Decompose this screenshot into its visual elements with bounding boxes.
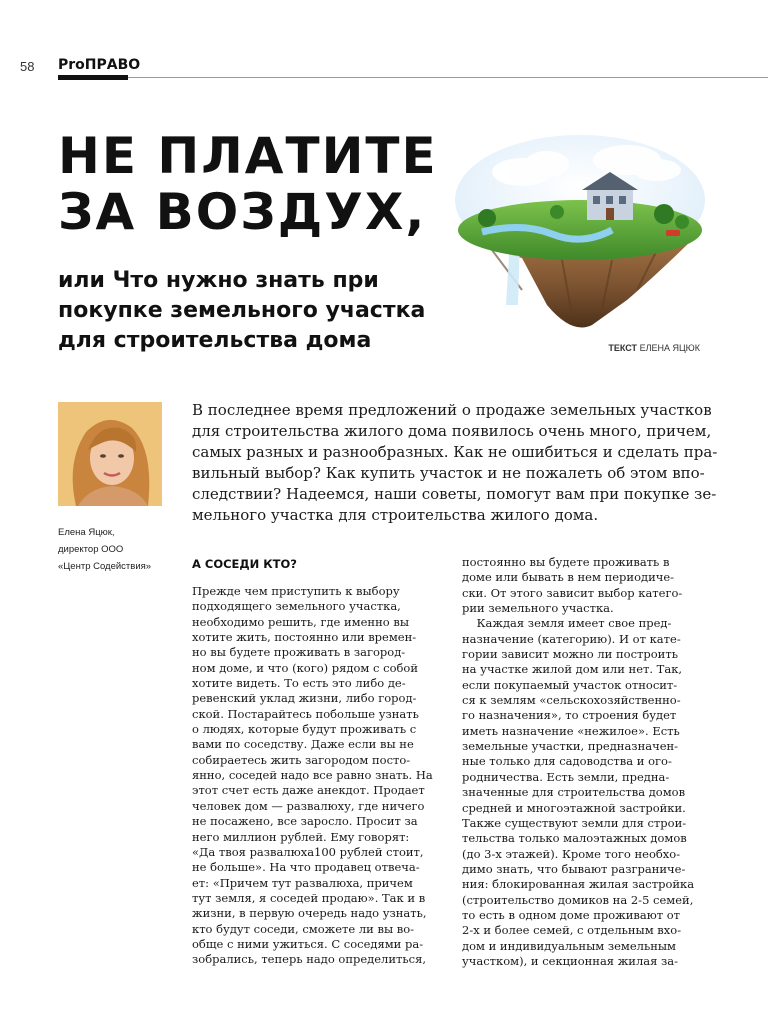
author-caption-line: «Центр Содействия»: [58, 561, 152, 572]
subtitle-line: покупке земельного участка: [58, 298, 426, 323]
body-line: гории зависит можно ли построить: [462, 647, 678, 662]
body-line: если покупаемый участок относит-: [462, 677, 678, 692]
floating-island-illustration: [452, 130, 708, 335]
title-line: ЗА ВОЗДУХ,: [58, 183, 427, 241]
body-line: иметь назначение «нежилое». Есть: [462, 723, 680, 738]
lead-paragraph: [192, 400, 718, 526]
body-column-1: [192, 584, 437, 968]
body-line: назначение (категорию). И от кате-: [462, 631, 681, 646]
body-line: зобрались, теперь надо определиться,: [192, 952, 427, 967]
section-underline: [58, 75, 128, 80]
lead-line: мельного участка для строительства жилого дома.: [192, 506, 599, 524]
portrait-eye: [118, 454, 124, 458]
body-line: ном доме, и что (кого) рядом с собой: [192, 660, 419, 675]
section-title: ProПРАВО: [58, 57, 141, 73]
lead-line: самых разных и разнообразных. Как не ошибиться и сделать пра-: [192, 443, 718, 461]
body-line: рии земельного участка.: [462, 601, 614, 616]
body-line: человек дом — развалюху, где ничего: [192, 798, 425, 813]
body-line: родничества. Есть земли, предна-: [462, 769, 670, 784]
lead-line: вильный выбор? Как купить участок и не пожалеть об этом впо-: [192, 464, 705, 482]
body-line: обще с ними ужиться. С соседями ра-: [192, 936, 424, 951]
body-line: постоянно вы будете проживать в: [462, 555, 670, 569]
body-line: ные только для садоводства и ого-: [462, 754, 672, 769]
section-heading: А СОСЕДИ КТО?: [192, 557, 297, 571]
body-line: значенные для строительства домов: [462, 785, 686, 800]
body-line: кто будут соседи, сможете ли вы во-: [192, 921, 415, 936]
lead-line: В последнее время предложений о продаже земельных участков: [192, 401, 712, 419]
body-line: янно, соседей надо все равно знать. На: [192, 768, 433, 783]
body-line: ния: блокированная жилая застройка: [462, 877, 695, 892]
body-line: димо знать, что бывают разграниче-: [462, 861, 686, 876]
article-title: [58, 128, 478, 240]
page-header: [0, 56, 768, 80]
body-line: ет: «Причем тут развалюха, причем: [192, 875, 413, 890]
body-line: него миллион рублей. Ему говорят:: [192, 829, 410, 844]
body-line: тут земля, я соседей продаю». Так и в: [192, 890, 426, 905]
author-caption-line: Елена Яцюк,: [58, 527, 115, 538]
body-column-2: [462, 555, 710, 969]
title-line: НЕ ПЛАТИТЕ: [58, 127, 438, 185]
car-shape: [666, 230, 680, 236]
body-line: не больше». На что продавец отвеча-: [192, 860, 420, 875]
body-line: подходящего земельного участка,: [192, 599, 401, 614]
body-line: этот счет есть даже анекдот. Продает: [192, 783, 425, 798]
body-line: Прежде чем приступить к выбору: [192, 584, 400, 598]
body-line: на участке жилой дом или нет. Так,: [462, 662, 683, 677]
lead-line: для строительства жилого дома появилось очень много, причем,: [192, 422, 712, 440]
body-line: го назначения», то строения будет: [462, 708, 677, 723]
body-line: 2-х и более семей, с отдельным вхо-: [462, 923, 682, 938]
body-line: участком), и секционная жилая за-: [462, 953, 679, 968]
body-line: вами по соседству. Даже если вы не: [192, 737, 414, 752]
article-subtitle: [58, 266, 478, 356]
body-line: дом и индивидуальным земельным: [462, 938, 676, 953]
body-line: хотите жить, постоянно или времен-: [192, 630, 417, 645]
body-line: Каждая земля имеет свое пред-: [462, 616, 672, 631]
subtitle-line: для строительства дома: [58, 328, 372, 353]
body-line: средней и многоэтажной застройки.: [462, 800, 686, 815]
body-line: жизни, в первую очередь надо узнать,: [192, 906, 427, 921]
body-line: не посажено, все заросло. Просит за: [192, 814, 418, 829]
body-line: (строительство домиков на 2-5 семей,: [462, 892, 694, 907]
body-line: тельства только малоэтажных домов: [462, 831, 687, 846]
body-line: то есть в одном доме проживают от: [462, 907, 681, 922]
author-portrait: [58, 402, 162, 506]
subtitle-line: или Что нужно знать при: [58, 268, 379, 293]
author-caption-line: директор ООО: [58, 544, 124, 555]
body-line: доме или бывать в нем периодиче-: [462, 570, 675, 585]
body-line: хотите видеть. То есть это либо де-: [192, 676, 406, 691]
body-line: собираетесь жить загородом посто-: [192, 752, 411, 767]
credit-name: ЕЛЕНА ЯЦЮК: [639, 343, 700, 353]
body-line: ревенский уклад жизни, либо город-: [192, 691, 417, 706]
body-line: ски. От этого зависит выбор катего-: [462, 585, 683, 600]
body-line: земельные участки, предназначен-: [462, 739, 679, 754]
body-line: необходимо решить, где именно вы: [192, 614, 409, 629]
body-line: но вы будете проживать в загород-: [192, 645, 406, 660]
article-credit: [608, 343, 700, 353]
author-caption: [58, 524, 151, 575]
body-line: «Да твоя развалюха100 рублей стоит,: [192, 844, 424, 859]
lead-line: следствии? Надеемся, наши советы, помогут вам при покупке зе-: [192, 485, 717, 503]
body-line: о людях, которые будут проживать с: [192, 722, 417, 737]
credit-label: ТЕКСТ: [608, 343, 638, 353]
body-line: ся к землям «сельскохозяйственно-: [462, 693, 681, 708]
page-number: 58: [20, 59, 35, 74]
portrait-eye: [100, 454, 106, 458]
body-line: Также существуют земли для строи-: [462, 815, 687, 830]
body-line: (до 3-х этажей). Кроме того необхо-: [462, 846, 681, 861]
header-rule: [128, 77, 768, 78]
body-line: ской. Постарайтесь побольше узнать: [192, 706, 419, 721]
